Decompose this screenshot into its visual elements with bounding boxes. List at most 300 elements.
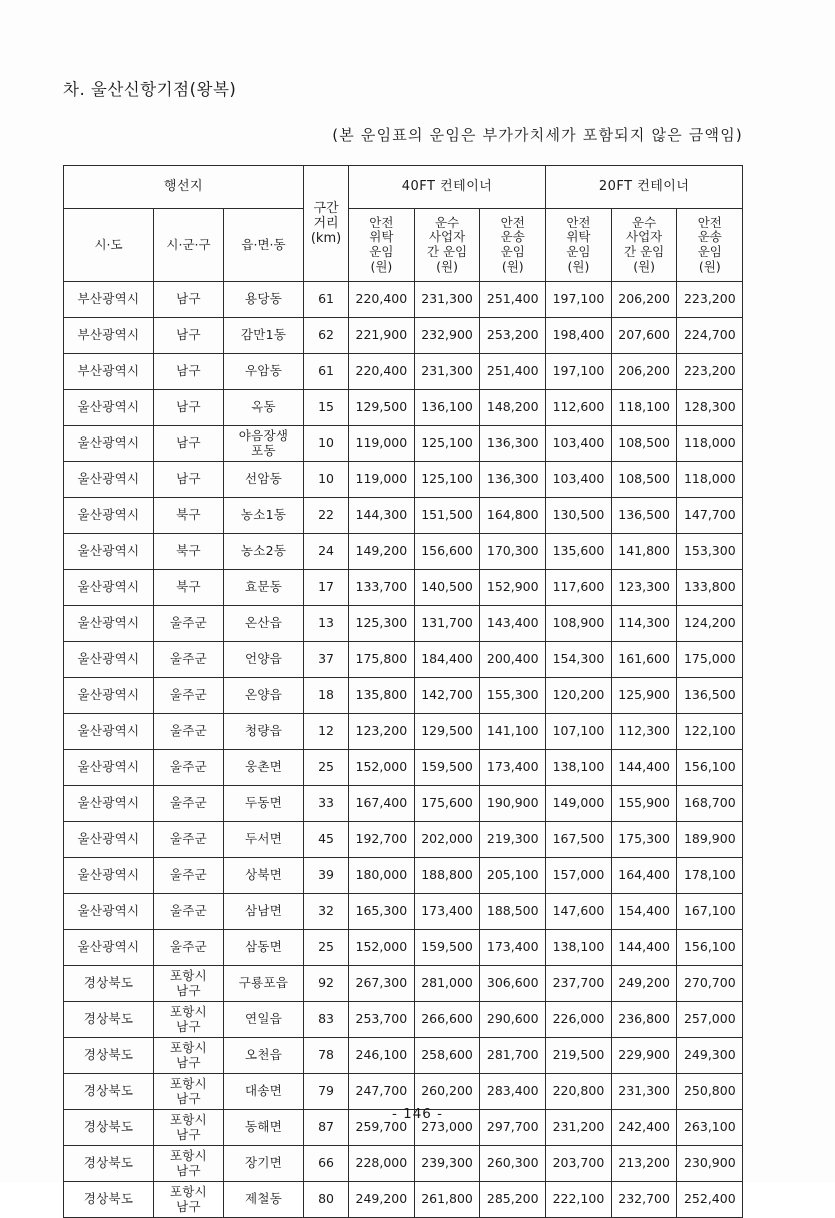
cell-eupmyeondong: 대송면	[224, 1074, 304, 1110]
header-sido: 시·도	[64, 209, 154, 282]
cell-distance-km: 17	[304, 570, 349, 606]
table-row	[64, 750, 743, 786]
cell-safe-trust-fare-40: 165,300	[349, 894, 415, 930]
cell-sido: 울산광역시	[64, 534, 154, 570]
cell-safe-transport-fare-20: 118,000	[677, 462, 743, 498]
header-safe-trust-fare-20	[546, 209, 612, 282]
cell-eupmyeondong: 옥동	[224, 390, 304, 426]
cell-distance-km: 10	[304, 462, 349, 498]
cell-distance-km: 83	[304, 1002, 349, 1038]
cell-safe-trust-fare-40: 267,300	[349, 966, 415, 1002]
cell-safe-trust-fare-40: 247,700	[349, 1074, 415, 1110]
cell-carrier-fare-40: 175,600	[414, 786, 480, 822]
cell-eupmyeondong: 삼남면	[224, 894, 304, 930]
cell-sido: 부산광역시	[64, 354, 154, 390]
cell-sigungu: 울주군	[154, 858, 224, 894]
cell-carrier-fare-20: 213,200	[611, 1146, 677, 1182]
cell-safe-trust-fare-40: 123,200	[349, 714, 415, 750]
cell-sido: 울산광역시	[64, 750, 154, 786]
fare-table	[63, 165, 743, 1218]
cell-safe-transport-fare-40: 219,300	[480, 822, 546, 858]
cell-safe-transport-fare-40: 141,100	[480, 714, 546, 750]
cell-sigungu: 울주군	[154, 822, 224, 858]
header-carrier-fare-40	[414, 209, 480, 282]
cell-distance-km: 13	[304, 606, 349, 642]
cell-distance-km: 10	[304, 426, 349, 462]
table-head	[64, 166, 743, 282]
cell-distance-km: 18	[304, 678, 349, 714]
cell-distance-km: 37	[304, 642, 349, 678]
cell-safe-transport-fare-20: 224,700	[677, 318, 743, 354]
cell-safe-trust-fare-40: 167,400	[349, 786, 415, 822]
cell-sido: 울산광역시	[64, 642, 154, 678]
cell-safe-trust-fare-20: 231,200	[546, 1110, 612, 1146]
cell-carrier-fare-20: 155,900	[611, 786, 677, 822]
cell-distance-km: 62	[304, 318, 349, 354]
cell-safe-transport-fare-20: 124,200	[677, 606, 743, 642]
cell-safe-transport-fare-40: 136,300	[480, 462, 546, 498]
cell-distance-km: 66	[304, 1146, 349, 1182]
label-line: (원)	[436, 258, 458, 274]
cell-safe-transport-fare-40: 260,300	[480, 1146, 546, 1182]
cell-safe-trust-fare-40: 152,000	[349, 930, 415, 966]
cell-sido: 울산광역시	[64, 930, 154, 966]
table-row	[64, 894, 743, 930]
cell-safe-transport-fare-40: 188,500	[480, 894, 546, 930]
cell-carrier-fare-40: 140,500	[414, 570, 480, 606]
cell-safe-trust-fare-20: 138,100	[546, 930, 612, 966]
cell-carrier-fare-20: 206,200	[611, 354, 677, 390]
cell-carrier-fare-40: 173,400	[414, 894, 480, 930]
cell-sigungu: 울주군	[154, 786, 224, 822]
cell-carrier-fare-40: 281,000	[414, 966, 480, 1002]
cell-carrier-fare-20: 236,800	[611, 1002, 677, 1038]
cell-sido: 경상북도	[64, 1110, 154, 1146]
header-safe-transport-fare-40	[480, 209, 546, 282]
header-container-20ft: 20FT 컨테이너	[546, 166, 743, 209]
cell-safe-trust-fare-40: 129,500	[349, 390, 415, 426]
cell-safe-transport-fare-40: 173,400	[480, 750, 546, 786]
cell-safe-transport-fare-20: 175,000	[677, 642, 743, 678]
cell-carrier-fare-40: 151,500	[414, 498, 480, 534]
cell-carrier-fare-20: 232,700	[611, 1182, 677, 1218]
cell-safe-transport-fare-20: 167,100	[677, 894, 743, 930]
table-row	[64, 282, 743, 318]
cell-safe-trust-fare-40: 119,000	[349, 426, 415, 462]
cell-safe-trust-fare-40: 220,400	[349, 354, 415, 390]
cell-safe-transport-fare-20: 189,900	[677, 822, 743, 858]
cell-safe-trust-fare-20: 167,500	[546, 822, 612, 858]
cell-distance-km: 39	[304, 858, 349, 894]
cell-distance-km: 15	[304, 390, 349, 426]
cell-safe-transport-fare-20: 263,100	[677, 1110, 743, 1146]
table-row	[64, 1002, 743, 1038]
cell-eupmyeondong: 야음장생 포동	[224, 426, 304, 462]
cell-safe-trust-fare-40: 192,700	[349, 822, 415, 858]
cell-safe-trust-fare-20: 108,900	[546, 606, 612, 642]
cell-carrier-fare-20: 144,400	[611, 750, 677, 786]
table-row	[64, 858, 743, 894]
cell-carrier-fare-20: 144,400	[611, 930, 677, 966]
cell-safe-trust-fare-40: 228,000	[349, 1146, 415, 1182]
cell-sido: 부산광역시	[64, 318, 154, 354]
cell-safe-trust-fare-20: 130,500	[546, 498, 612, 534]
cell-carrier-fare-40: 125,100	[414, 426, 480, 462]
label-line: 운수	[434, 214, 460, 230]
cell-safe-transport-fare-40: 253,200	[480, 318, 546, 354]
cell-safe-transport-fare-20: 147,700	[677, 498, 743, 534]
cell-safe-trust-fare-40: 119,000	[349, 462, 415, 498]
cell-eupmyeondong: 구룡포읍	[224, 966, 304, 1002]
cell-carrier-fare-40: 129,500	[414, 714, 480, 750]
cell-safe-transport-fare-40: 148,200	[480, 390, 546, 426]
cell-safe-transport-fare-40: 290,600	[480, 1002, 546, 1038]
cell-sido: 울산광역시	[64, 678, 154, 714]
table-row	[64, 534, 743, 570]
table-row	[64, 462, 743, 498]
cell-safe-trust-fare-40: 152,000	[349, 750, 415, 786]
cell-safe-transport-fare-40: 155,300	[480, 678, 546, 714]
label-line: 운수	[632, 214, 657, 230]
cell-safe-transport-fare-40: 164,800	[480, 498, 546, 534]
cell-sigungu: 울주군	[154, 606, 224, 642]
cell-eupmyeondong: 제철동	[224, 1182, 304, 1218]
label-line: 위탁	[566, 229, 591, 245]
cell-distance-km: 79	[304, 1074, 349, 1110]
cell-safe-trust-fare-20: 103,400	[546, 462, 612, 498]
cell-safe-trust-fare-20: 197,100	[546, 282, 612, 318]
cell-distance-km: 45	[304, 822, 349, 858]
cell-sigungu: 북구	[154, 498, 224, 534]
cell-distance-km: 32	[304, 894, 349, 930]
cell-safe-trust-fare-40: 249,200	[349, 1182, 415, 1218]
cell-sido: 울산광역시	[64, 714, 154, 750]
cell-sigungu: 울주군	[154, 750, 224, 786]
table-row	[64, 822, 743, 858]
cell-sido: 경상북도	[64, 1182, 154, 1218]
cell-carrier-fare-20: 123,300	[611, 570, 677, 606]
cell-sigungu: 울주군	[154, 930, 224, 966]
cell-safe-transport-fare-20: 122,100	[677, 714, 743, 750]
header-row-top	[64, 166, 743, 209]
cell-distance-km: 25	[304, 750, 349, 786]
table-row	[64, 606, 743, 642]
cell-safe-trust-fare-20: 147,600	[546, 894, 612, 930]
label-line: (원)	[567, 258, 590, 274]
cell-sido: 울산광역시	[64, 498, 154, 534]
label-line: 안전	[566, 214, 591, 230]
cell-safe-trust-fare-40: 220,400	[349, 282, 415, 318]
cell-eupmyeondong: 두동면	[224, 786, 304, 822]
label-line: (원)	[501, 258, 524, 274]
label-line: 운송	[500, 229, 525, 245]
label-line: 안전	[697, 214, 722, 230]
cell-safe-transport-fare-20: 249,300	[677, 1038, 743, 1074]
cell-eupmyeondong: 감만1동	[224, 318, 304, 354]
cell-carrier-fare-40: 202,000	[414, 822, 480, 858]
cell-safe-transport-fare-20: 250,800	[677, 1074, 743, 1110]
cell-carrier-fare-20: 114,300	[611, 606, 677, 642]
cell-distance-km: 61	[304, 282, 349, 318]
cell-sido: 울산광역시	[64, 462, 154, 498]
cell-sido: 울산광역시	[64, 822, 154, 858]
cell-sigungu: 포항시 남구	[154, 1146, 224, 1182]
cell-safe-transport-fare-20: 223,200	[677, 354, 743, 390]
cell-eupmyeondong: 웅촌면	[224, 750, 304, 786]
cell-eupmyeondong: 온양읍	[224, 678, 304, 714]
table-row	[64, 1146, 743, 1182]
cell-safe-transport-fare-20: 230,900	[677, 1146, 743, 1182]
table-row	[64, 714, 743, 750]
cell-sigungu: 울주군	[154, 894, 224, 930]
table-row	[64, 966, 743, 1002]
cell-sigungu: 울주군	[154, 642, 224, 678]
cell-carrier-fare-40: 273,000	[414, 1110, 480, 1146]
cell-carrier-fare-40: 258,600	[414, 1038, 480, 1074]
label-line: (원)	[633, 258, 656, 274]
cell-distance-km: 22	[304, 498, 349, 534]
cell-safe-transport-fare-20: 270,700	[677, 966, 743, 1002]
table-row	[64, 642, 743, 678]
cell-safe-trust-fare-20: 219,500	[546, 1038, 612, 1074]
cell-carrier-fare-20: 207,600	[611, 318, 677, 354]
cell-safe-transport-fare-20: 118,000	[677, 426, 743, 462]
cell-eupmyeondong: 우암동	[224, 354, 304, 390]
cell-safe-trust-fare-40: 135,800	[349, 678, 415, 714]
table-row	[64, 1182, 743, 1218]
cell-safe-trust-fare-20: 107,100	[546, 714, 612, 750]
cell-safe-trust-fare-20: 135,600	[546, 534, 612, 570]
cell-safe-transport-fare-40: 170,300	[480, 534, 546, 570]
cell-carrier-fare-40: 231,300	[414, 354, 480, 390]
cell-eupmyeondong: 동해면	[224, 1110, 304, 1146]
cell-safe-trust-fare-40: 259,700	[349, 1110, 415, 1146]
cell-distance-km: 12	[304, 714, 349, 750]
cell-eupmyeondong: 오천읍	[224, 1038, 304, 1074]
table-row	[64, 354, 743, 390]
cell-carrier-fare-40: 188,800	[414, 858, 480, 894]
header-sigungu: 시·군·구	[154, 209, 224, 282]
label-line: 위탁	[369, 229, 394, 245]
cell-carrier-fare-20: 154,400	[611, 894, 677, 930]
label-line: 운임	[566, 244, 591, 259]
cell-safe-trust-fare-20: 222,100	[546, 1182, 612, 1218]
cell-distance-km: 92	[304, 966, 349, 1002]
cell-safe-trust-fare-20: 149,000	[546, 786, 612, 822]
cell-safe-transport-fare-40: 306,600	[480, 966, 546, 1002]
header-container-40ft: 40FT 컨테이너	[349, 166, 546, 209]
table-body	[64, 282, 743, 1218]
label-line: 운임	[500, 244, 525, 259]
cell-carrier-fare-20: 231,300	[611, 1074, 677, 1110]
header-distance-line1: 구간	[313, 200, 339, 216]
cell-sido: 울산광역시	[64, 606, 154, 642]
cell-safe-trust-fare-40: 221,900	[349, 318, 415, 354]
cell-safe-trust-fare-20: 112,600	[546, 390, 612, 426]
fare-table-container	[63, 165, 742, 1218]
cell-carrier-fare-20: 206,200	[611, 282, 677, 318]
cell-eupmyeondong: 연일읍	[224, 1002, 304, 1038]
cell-safe-transport-fare-40: 173,400	[480, 930, 546, 966]
cell-carrier-fare-40: 131,700	[414, 606, 480, 642]
cell-carrier-fare-20: 112,300	[611, 714, 677, 750]
cell-sigungu: 남구	[154, 390, 224, 426]
cell-safe-transport-fare-20: 133,800	[677, 570, 743, 606]
cell-safe-trust-fare-20: 197,100	[546, 354, 612, 390]
cell-safe-transport-fare-40: 283,400	[480, 1074, 546, 1110]
header-row-sub	[64, 209, 743, 282]
cell-sido: 경상북도	[64, 1146, 154, 1182]
cell-carrier-fare-40: 159,500	[414, 930, 480, 966]
cell-safe-transport-fare-20: 223,200	[677, 282, 743, 318]
cell-safe-trust-fare-20: 157,000	[546, 858, 612, 894]
header-safe-transport-fare-20	[677, 209, 743, 282]
cell-carrier-fare-20: 108,500	[611, 426, 677, 462]
cell-safe-trust-fare-40: 133,700	[349, 570, 415, 606]
cell-safe-trust-fare-40: 246,100	[349, 1038, 415, 1074]
cell-safe-transport-fare-40: 297,700	[480, 1110, 546, 1146]
cell-sigungu: 남구	[154, 282, 224, 318]
cell-carrier-fare-40: 136,100	[414, 390, 480, 426]
cell-carrier-fare-40: 142,700	[414, 678, 480, 714]
table-row	[64, 930, 743, 966]
cell-sigungu: 남구	[154, 354, 224, 390]
cell-safe-transport-fare-20: 153,300	[677, 534, 743, 570]
cell-safe-transport-fare-20: 178,100	[677, 858, 743, 894]
cell-eupmyeondong: 삼동면	[224, 930, 304, 966]
cell-carrier-fare-20: 164,400	[611, 858, 677, 894]
cell-sigungu: 남구	[154, 318, 224, 354]
cell-safe-trust-fare-40: 149,200	[349, 534, 415, 570]
cell-safe-transport-fare-20: 156,100	[677, 930, 743, 966]
cell-sido: 울산광역시	[64, 894, 154, 930]
cell-sido: 울산광역시	[64, 390, 154, 426]
cell-safe-transport-fare-20: 168,700	[677, 786, 743, 822]
label-line: 운임	[369, 244, 394, 259]
cell-safe-trust-fare-20: 103,400	[546, 426, 612, 462]
cell-eupmyeondong: 선암동	[224, 462, 304, 498]
cell-sigungu: 포항시 남구	[154, 1002, 224, 1038]
cell-eupmyeondong: 효문동	[224, 570, 304, 606]
cell-safe-trust-fare-40: 175,800	[349, 642, 415, 678]
cell-eupmyeondong: 언양읍	[224, 642, 304, 678]
cell-sido: 경상북도	[64, 1074, 154, 1110]
cell-safe-transport-fare-40: 152,900	[480, 570, 546, 606]
cell-distance-km: 25	[304, 930, 349, 966]
cell-carrier-fare-40: 260,200	[414, 1074, 480, 1110]
cell-carrier-fare-40: 159,500	[414, 750, 480, 786]
cell-sido: 부산광역시	[64, 282, 154, 318]
cell-sigungu: 울주군	[154, 678, 224, 714]
cell-eupmyeondong: 청량읍	[224, 714, 304, 750]
cell-safe-trust-fare-20: 226,000	[546, 1002, 612, 1038]
cell-safe-transport-fare-40: 143,400	[480, 606, 546, 642]
cell-carrier-fare-20: 141,800	[611, 534, 677, 570]
label-line: 사업자	[428, 229, 466, 245]
cell-distance-km: 80	[304, 1182, 349, 1218]
cell-safe-trust-fare-40: 180,000	[349, 858, 415, 894]
cell-sido: 경상북도	[64, 1002, 154, 1038]
cell-carrier-fare-40: 156,600	[414, 534, 480, 570]
cell-carrier-fare-20: 229,900	[611, 1038, 677, 1074]
label-line: 간 운임	[624, 244, 665, 259]
cell-sido: 울산광역시	[64, 786, 154, 822]
cell-carrier-fare-20: 242,400	[611, 1110, 677, 1146]
cell-carrier-fare-20: 136,500	[611, 498, 677, 534]
table-row	[64, 390, 743, 426]
cell-safe-transport-fare-40: 136,300	[480, 426, 546, 462]
cell-safe-trust-fare-20: 198,400	[546, 318, 612, 354]
cell-safe-trust-fare-20: 154,300	[546, 642, 612, 678]
header-carrier-fare-20	[611, 209, 677, 282]
cell-safe-transport-fare-40: 285,200	[480, 1182, 546, 1218]
cell-carrier-fare-40: 261,800	[414, 1182, 480, 1218]
cell-carrier-fare-20: 118,100	[611, 390, 677, 426]
header-distance-line2: 거리	[313, 215, 339, 231]
table-row	[64, 318, 743, 354]
table-row	[64, 498, 743, 534]
label-line: (원)	[370, 258, 393, 274]
cell-carrier-fare-20: 161,600	[611, 642, 677, 678]
cell-carrier-fare-40: 239,300	[414, 1146, 480, 1182]
cell-sigungu: 북구	[154, 570, 224, 606]
cell-safe-transport-fare-20: 252,400	[677, 1182, 743, 1218]
label-line: 안전	[369, 214, 394, 230]
header-eupmyeondong: 읍·면·동	[224, 209, 304, 282]
cell-carrier-fare-40: 184,400	[414, 642, 480, 678]
header-safe-trust-fare-40	[349, 209, 415, 282]
cell-distance-km: 61	[304, 354, 349, 390]
page-title: 차. 울산신항기점(왕복)	[63, 80, 237, 99]
cell-sigungu: 포항시 남구	[154, 1182, 224, 1218]
cell-safe-trust-fare-20: 220,800	[546, 1074, 612, 1110]
cell-safe-transport-fare-40: 190,900	[480, 786, 546, 822]
cell-eupmyeondong: 장기면	[224, 1146, 304, 1182]
cell-safe-trust-fare-20: 117,600	[546, 570, 612, 606]
cell-distance-km: 87	[304, 1110, 349, 1146]
table-row	[64, 786, 743, 822]
cell-carrier-fare-20: 125,900	[611, 678, 677, 714]
cell-safe-trust-fare-40: 125,300	[349, 606, 415, 642]
cell-sido: 경상북도	[64, 966, 154, 1002]
cell-distance-km: 24	[304, 534, 349, 570]
label-line: 운송	[697, 229, 722, 245]
cell-sigungu: 남구	[154, 462, 224, 498]
header-distance-line3: (km)	[310, 231, 342, 247]
cell-carrier-fare-40: 266,600	[414, 1002, 480, 1038]
cell-sido: 울산광역시	[64, 570, 154, 606]
cell-sido: 경상북도	[64, 1038, 154, 1074]
cell-safe-transport-fare-40: 251,400	[480, 354, 546, 390]
cell-safe-trust-fare-20: 120,200	[546, 678, 612, 714]
cell-eupmyeondong: 농소2동	[224, 534, 304, 570]
header-distance	[304, 166, 349, 282]
cell-carrier-fare-20: 175,300	[611, 822, 677, 858]
cell-safe-transport-fare-40: 281,700	[480, 1038, 546, 1074]
cell-carrier-fare-20: 249,200	[611, 966, 677, 1002]
cell-safe-transport-fare-20: 156,100	[677, 750, 743, 786]
cell-sigungu: 남구	[154, 426, 224, 462]
cell-sigungu: 포항시 남구	[154, 966, 224, 1002]
cell-safe-transport-fare-40: 251,400	[480, 282, 546, 318]
table-row	[64, 570, 743, 606]
cell-safe-transport-fare-20: 128,300	[677, 390, 743, 426]
cell-sigungu: 포항시 남구	[154, 1110, 224, 1146]
cell-eupmyeondong: 농소1동	[224, 498, 304, 534]
cell-safe-transport-fare-20: 257,000	[677, 1002, 743, 1038]
header-destination-group: 행선지	[64, 166, 304, 209]
cell-sido: 울산광역시	[64, 858, 154, 894]
